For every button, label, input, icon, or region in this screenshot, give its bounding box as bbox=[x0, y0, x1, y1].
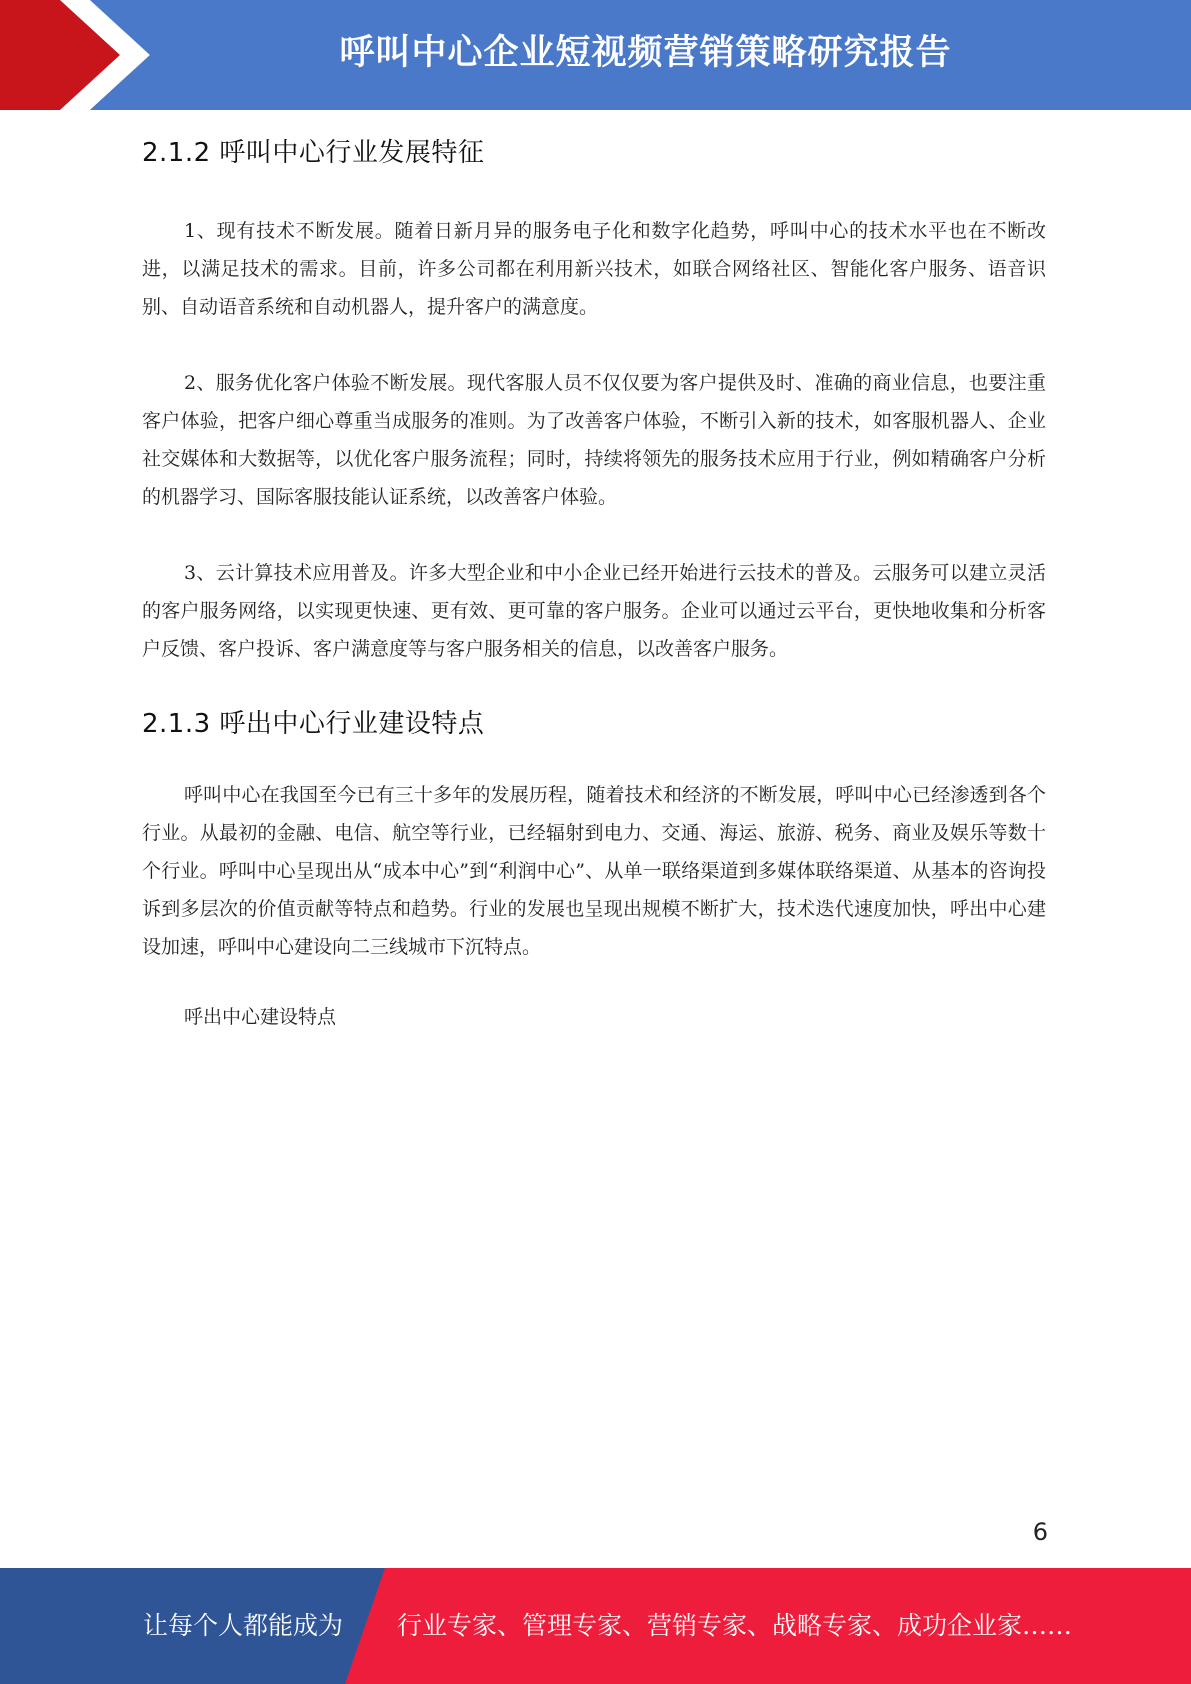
paragraph-customer-experience: 2、服务优化客户体验不断发展。现代客服人员不仅仅要为客户提供及时、准确的商业信息，也要注重客户体验，把客户细心尊重当成服务的准则。为了改善客户体验，不断引入新的技术，如客服机器人、企业社交媒体和大数据等，以优化客户服务流程；同时，持续将领先的服务技术应用于行业，例如精确客户分析的机器学习、国际客服技能认证系统，以改善客户体验。 bbox=[142, 372, 1046, 508]
paragraph-tech-development: 1、现有技术不断发展。随着日新月异的服务电子化和数字化趋势，呼叫中心的技术水平也在不断改进，以满足技术的需求。目前，许多公司都在利用新兴技术，如联合网络社区、智能化客户服务、语音识别、自动语音系统和自动机器人，提升客户的满意度。 bbox=[142, 220, 1046, 318]
paragraph-cloud-computing: 3、云计算技术应用普及。许多大型企业和中小企业已经开始进行云技术的普及。云服务可以建立灵活的客户服务网络，以实现更快速、更有效、更可靠的客户服务。企业可以通过云平台，更快地收集和分析客户反馈、客户投诉、客户满意度等与客户服务相关的信息，以改善客户服务。 bbox=[142, 562, 1046, 660]
document-title: 呼叫中心企业短视频营销策略研究报告 bbox=[339, 33, 952, 73]
footer-banner bbox=[0, 1568, 1191, 1684]
header-banner bbox=[0, 0, 1191, 110]
footer-slogan-right: 行业专家、管理专家、营销专家、战略专家、成功企业家…… bbox=[397, 1611, 1073, 1640]
footer-slogan-left: 让每个人都能成为 bbox=[143, 1611, 344, 1640]
paragraph-industry-history: 呼叫中心在我国至今已有三十多年的发展历程，随着技术和经济的不断发展，呼叫中心已经渗透到各个行业。从最初的金融、电信、航空等行业，已经辐射到电力、交通、海运、旅游、税务、商业及娱乐等数十个行业。呼叫中心呈现出从“成本中心”到“利润中心”、从单一联络渠道到多媒体联络渠道、从基本的咨询投诉到多层次的价值贡献等特点和趋势。行业的发展也呈现出规模不断扩大，技术迭代速度加快，呼出中心建设加速，呼叫中心建设向二三线城市下沉特点。 bbox=[142, 784, 1046, 958]
figure-caption: 呼出中心建设特点 bbox=[184, 1006, 337, 1028]
page-number: 6 bbox=[1032, 1518, 1048, 1546]
section-heading-2-1-2: 2.1.2 呼叫中心行业发展特征 bbox=[142, 138, 485, 168]
section-heading-2-1-3: 2.1.3 呼出中心行业建设特点 bbox=[142, 709, 485, 739]
